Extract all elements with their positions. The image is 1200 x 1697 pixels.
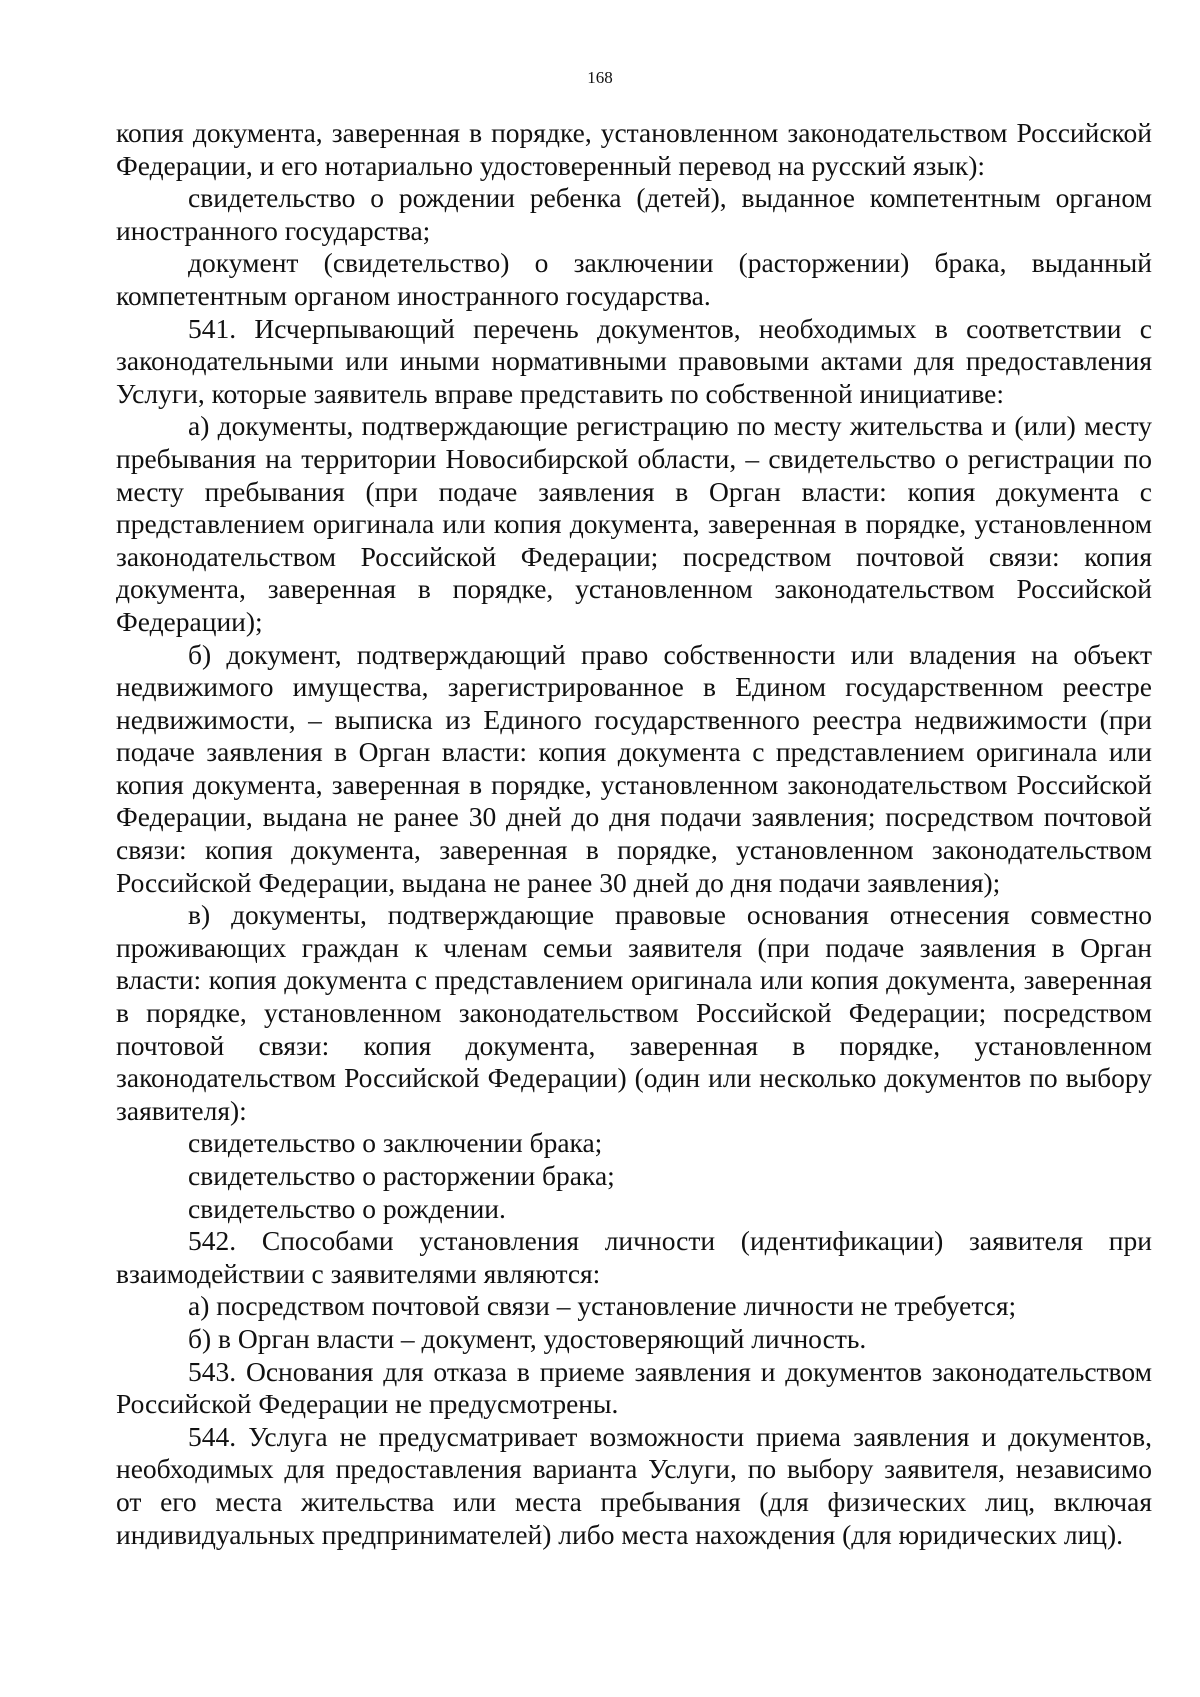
paragraph-542-a: а) посредством почтовой связи – установление личности не требуется;: [188, 1290, 1017, 1322]
paragraph-marriage-document: документ (свидетельство) о заключении (расторжении) брака, выданный компетентным органом иностранного государства.: [116, 247, 1152, 311]
list-item-birth-certificate: свидетельство о рождении.: [188, 1192, 506, 1224]
paragraph-541-b: б) документ, подтверждающий право собственности или владения на объект недвижимого имущества, зарегистрированное в Едином государственном реестре недвижимости, – выписка из Единого государственного реестра недвижимости (при подаче заявления в Орган власти: копия документа с представлением оригинала или копия документа, заверенная в порядке, установленном законодательством Российской Федерации, выдана не ранее 30 дней до дня подачи заявления; посредством почтовой связи: копия документа, заверенная в порядке, установленном законодательством Российской Федерации, выдана не ранее 30 дней до дня подачи заявления);: [116, 638, 1152, 898]
paragraph-541: 541. Исчерпывающий перечень документов, необходимых в соответствии с законодательными или иными нормативными правовыми актами для предоставления Услуги, которые заявитель вправе представить по собственной инициативе:: [116, 312, 1152, 409]
list-item-marriage-certificate: свидетельство о заключении брака;: [188, 1127, 603, 1159]
list-item-divorce-certificate: свидетельство о расторжении брака;: [188, 1160, 615, 1191]
paragraph-544: 544. Услуга не предусматривает возможности приема заявления и документов, необходимых для предоставления варианта Услуги, по выбору заявителя, независимо от его места жительства или места пребывания (для физических лиц, включая индивидуальных предпринимателей) либо места нахождения (для юридических лиц).: [116, 1420, 1152, 1550]
paragraph-541-a: а) документы, подтверждающие регистрацию по месту жительства и (или) месту пребывания на территории Новосибирской области, – свидетельство о регистрации по месту пребывания (при подаче заявления в Орган власти: копия документа с представлением оригинала или копия документа, заверенная в порядке, установленном законодательством Российской Федерации; посредством почтовой связи: копия документа, заверенная в порядке, установленном законодательством Российской Федерации);: [116, 410, 1152, 637]
document-body: [116, 117, 1152, 1551]
paragraph-birth-certificate: свидетельство о рождении ребенка (детей), выданное компетентным органом иностранного государства;: [116, 182, 1152, 246]
paragraph-543: 543. Основания для отказа в приеме заявления и документов законодательством Российской Федерации не предусмотрены.: [116, 1355, 1152, 1420]
paragraph-continuation: копия документа, заверенная в порядке, установленном законодательством Российской Федерации, и его нотариально удостоверенный перевод на русский язык):: [116, 117, 1152, 181]
paragraph-542-b: б) в Орган власти – документ, удостоверяющий личность.: [188, 1322, 867, 1354]
paragraph-541-v: в) документы, подтверждающие правовые основания отнесения совместно проживающих граждан к членам семьи заявителя (при подаче заявления в Орган власти: копия документа с представлением оригинала или копия документа, заверенная в порядке, установленном законодательством Российской Федерации; посредством почтовой связи: копия документа, заверенная в порядке, установленном законодательством Российской Федерации) (один или несколько документов по выбору заявителя):: [116, 899, 1152, 1126]
page-number: 168: [587, 68, 613, 87]
paragraph-542: 542. Способами установления личности (идентификации) заявителя при взаимодействии с заявителями являются:: [116, 1225, 1152, 1289]
